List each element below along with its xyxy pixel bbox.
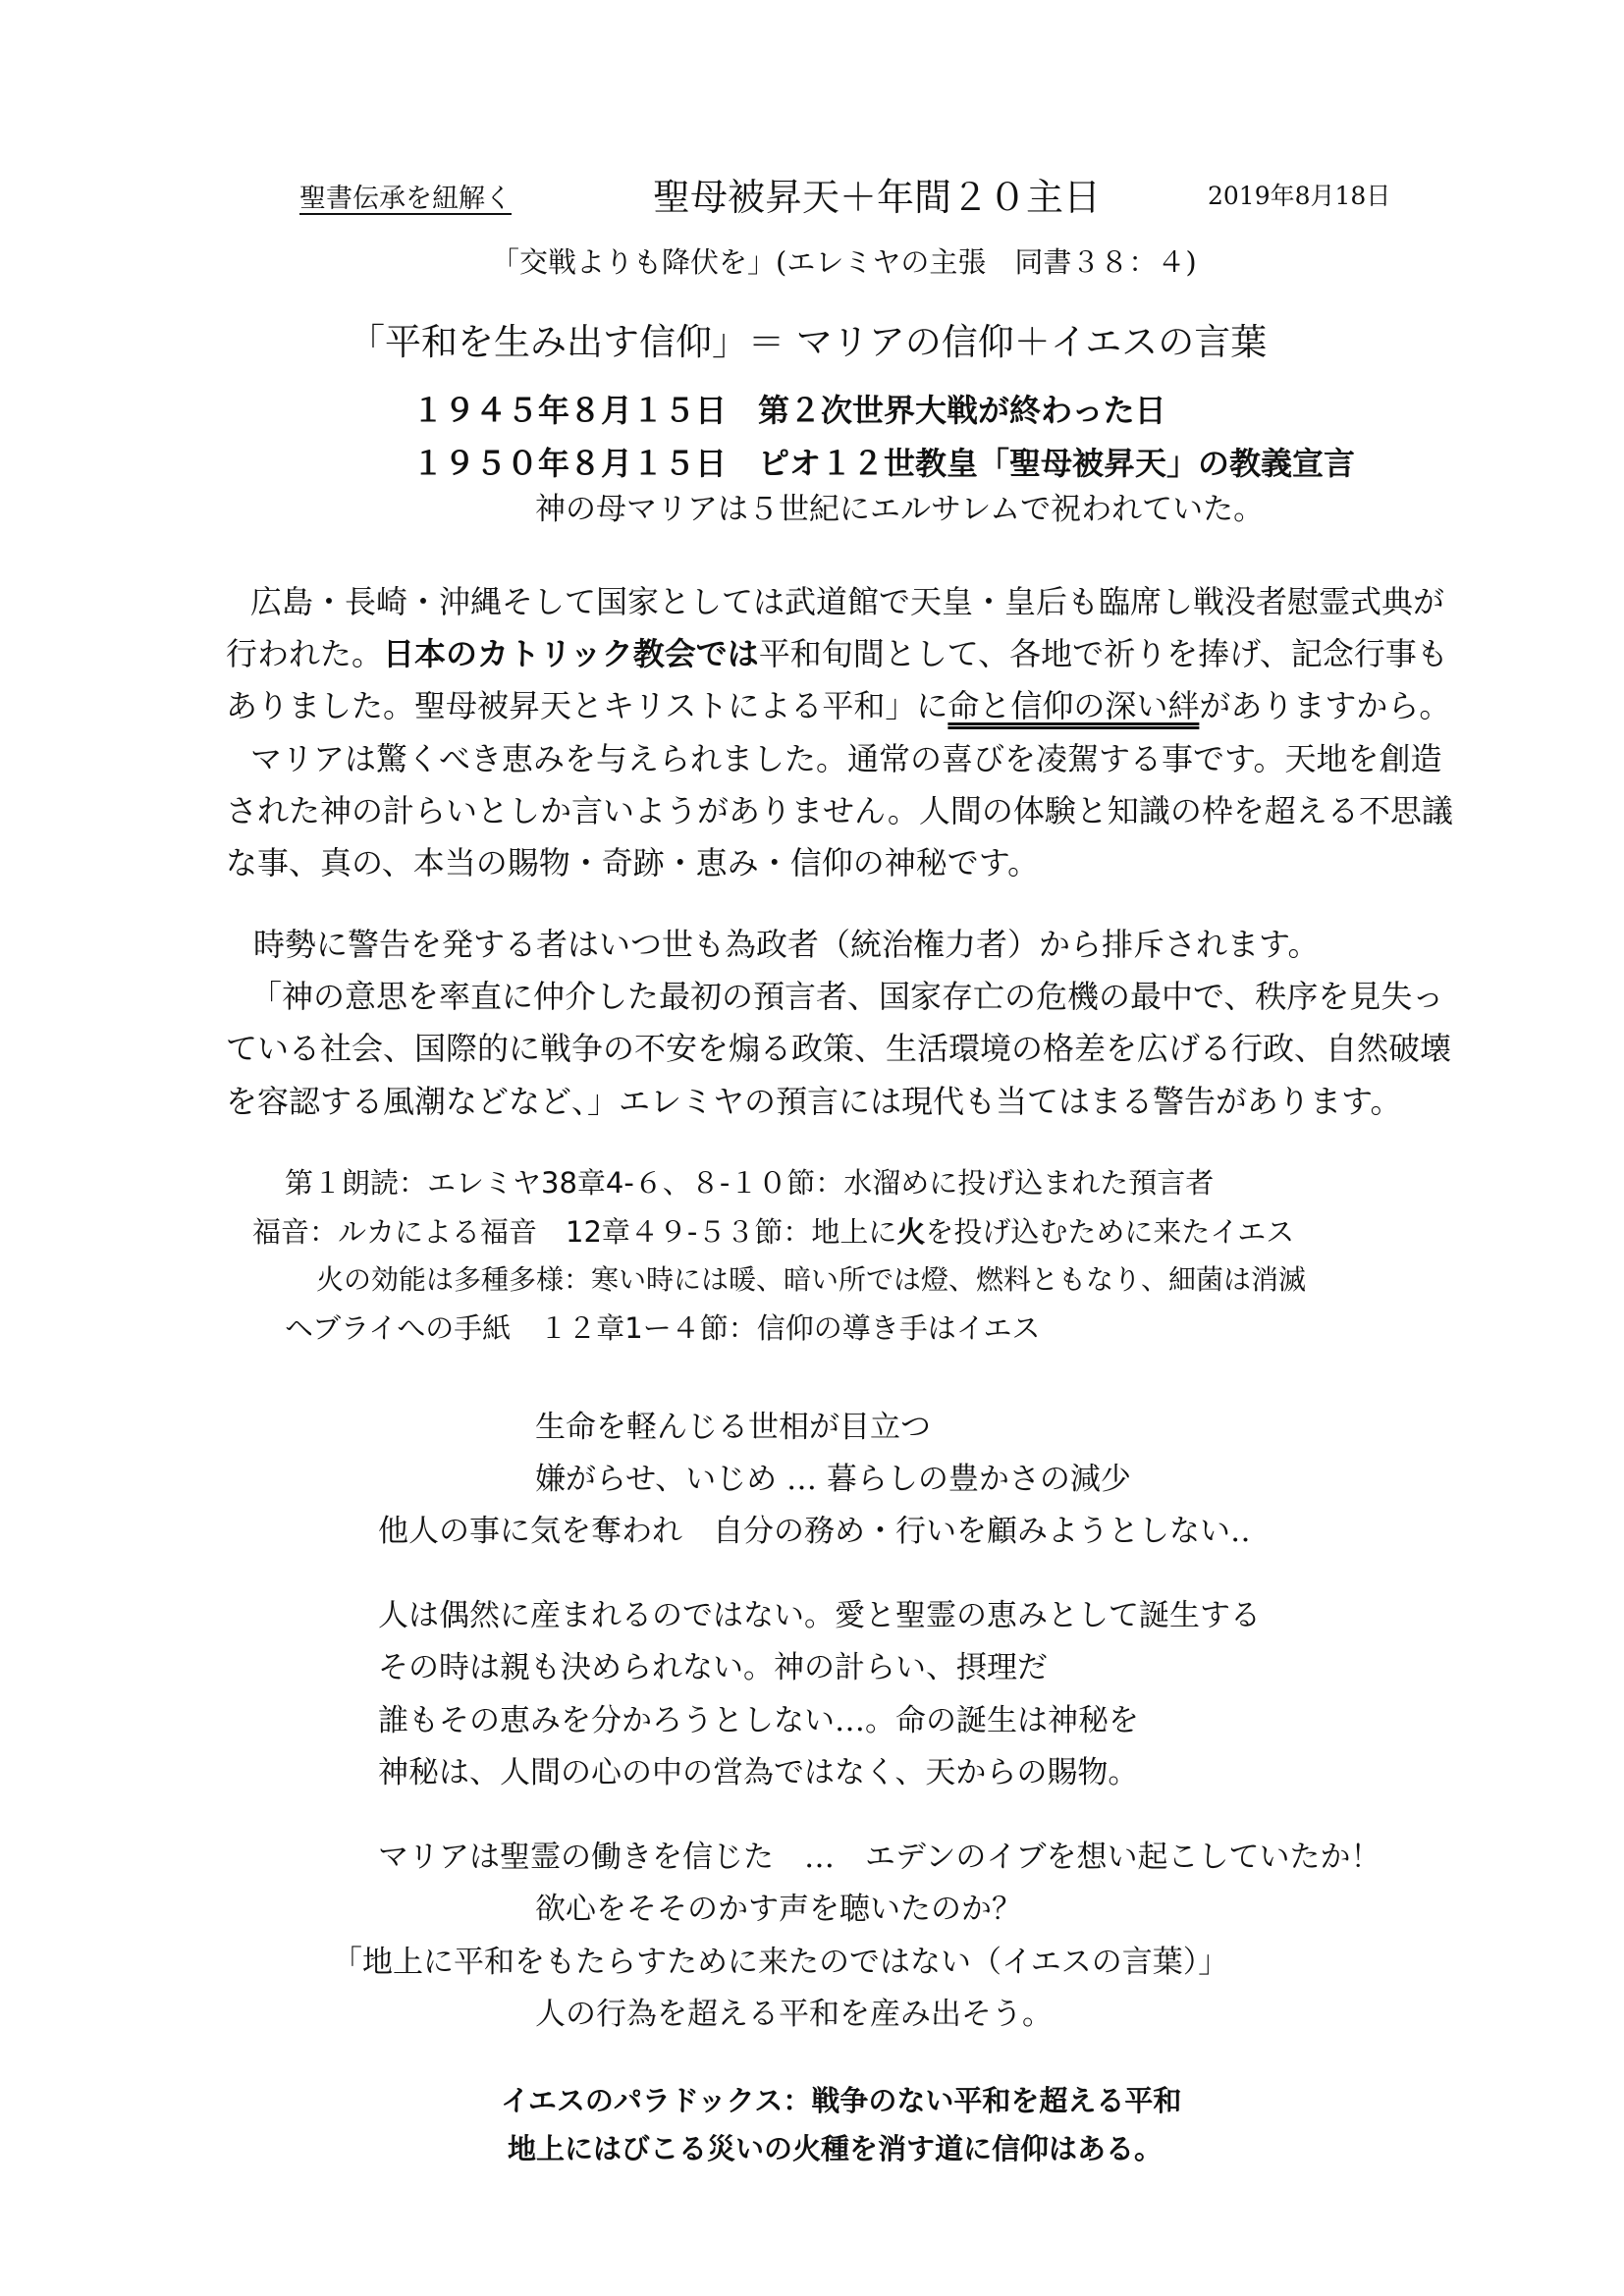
page-title: 聖母被昇天＋年間２０主日 <box>653 176 1102 219</box>
para1-line-5: された神の計らいとしか言いようがありません。人間の体験と知識の枠を超える不思議 <box>226 792 1453 829</box>
para1-line-2-text-b: 平和旬間として、各地で祈りを捧げ、記念行事も <box>758 635 1448 672</box>
conclusion-line-2: 地上にはびこる災いの火種を消す道に信仰はある。 <box>508 2132 1164 2165</box>
poem-line-3: 他人の事に気を奪われ 自分の務め・行いを顧みようとしない‥ <box>378 1514 1251 1549</box>
reading-gospel-text-a: 福音：ルカによる福音 12章４９-５３節：地上に <box>252 1215 897 1249</box>
para1-line-3 <box>226 681 1450 726</box>
poem-line-1: 生命を軽んじる世相が目立つ <box>535 1410 931 1445</box>
event-note: 神の母マリアは５世紀にエルサレムで祝われていた。 <box>535 492 1265 527</box>
poem-line-10: 「地上に平和をもたらすために来たのではない（イエスの言葉）」 <box>332 1945 1229 1980</box>
poem-line-9: 欲心をそそのかす声を聴いたのか？ <box>535 1892 1022 1927</box>
para1-line-3-text-b: がありますから。 <box>1199 687 1451 724</box>
poem-line-7: 神秘は、人間の心の中の営為ではなく、天からの賜物。 <box>378 1755 1139 1790</box>
poem-line-6: 誰もその恵みを分かろうとしない…。命の誕生は神秘を <box>378 1703 1139 1738</box>
theme-heading: 「平和を生み出す信仰」＝ マリアの信仰＋イエスの言葉 <box>349 321 1268 363</box>
poem-line-2: 嫌がらせ、いじめ … 暮らしの豊かさの減少 <box>535 1462 1131 1497</box>
reading-gospel <box>252 1210 1294 1251</box>
reading-gospel-text-b: を投げ込むために来たイエス <box>925 1215 1295 1249</box>
para1-line-3-underlined: 命と信仰の深い絆 <box>947 687 1200 724</box>
reading-gospel-bold: 火 <box>896 1215 926 1249</box>
para1-line-1: 広島・長崎・沖縄そして国家としては武道館で天皇・皇后も臨席し戦没者慰霊式典が <box>250 583 1445 620</box>
poem-line-11: 人の行為を超える平和を産み出そう。 <box>535 1997 1053 2032</box>
poem-line-5: その時は親も決められない。神の計らい、摂理だ <box>378 1650 1048 1685</box>
para1-line-2 <box>226 629 1448 674</box>
document-date: 2019年8月18日 <box>1208 182 1391 210</box>
poem-line-4: 人は偶然に産まれるのではない。愛と聖霊の恵みとして誕生する <box>378 1598 1261 1633</box>
subtitle-claim: 「交戦よりも降伏を」(エレミヤの主張 同書３８：４) <box>491 245 1197 279</box>
poem-line-8: マリアは聖霊の働きを信じた … エデンのイブを想い起こしていたか！ <box>378 1840 1381 1875</box>
para1-line-3-text-a: ありました。聖母被昇天とキリストによる平和」に <box>226 687 948 724</box>
para1-line-6: な事、真の、本当の賜物・奇跡・恵み・信仰の神秘です。 <box>226 844 1040 881</box>
reading-first: 第１朗読：エレミヤ38章4-６、８-１０節：水溜めに投げ込まれた預言者 <box>285 1166 1215 1200</box>
reading-fire-note: 火の効能は多種多様：寒い時には暖、暗い所では燈、燃料ともなり、細菌は消滅 <box>316 1263 1307 1296</box>
conclusion-line-1: イエスのパラドックス：戦争のない平和を超える平和 <box>501 2084 1182 2117</box>
para1-line-2-text-a: 行われた。 <box>226 635 384 672</box>
para2-line-2: 「神の意思を率直に仲介した最初の預言者、国家存亡の危機の最中で、秩序を見失っ <box>250 978 1444 1015</box>
series-title: 聖書伝承を紐解く <box>299 184 512 214</box>
para1-line-4: マリアは驚くべき恵みを与えられました。通常の喜びを凌駕する事です。天地を創造 <box>250 740 1442 777</box>
para2-line-4: を容認する風潮などなど、」エレミヤの預言には現代も当てはまる警告があります。 <box>226 1083 1402 1120</box>
reading-hebrews: ヘブライへの手紙 １２章1ー４節：信仰の導き手はイエス <box>285 1311 1041 1345</box>
para2-line-3: ている社会、国際的に戦争の不安を煽る政策、生活環境の格差を広げる行政、自然破壊 <box>226 1030 1452 1067</box>
event-line-1945: １９４５年８月１５日 第２次世界大戦が終わった日 <box>412 392 1166 429</box>
event-line-1950: １９５０年８月１５日 ピオ１２世教皇「聖母被昇天」の教義宣言 <box>412 445 1356 482</box>
para1-line-2-bold: 日本のカトリック教会では <box>383 635 759 672</box>
para2-line-1: 時勢に警告を発する者はいつ世も為政者（統治権力者）から排斥されます。 <box>253 926 1320 963</box>
